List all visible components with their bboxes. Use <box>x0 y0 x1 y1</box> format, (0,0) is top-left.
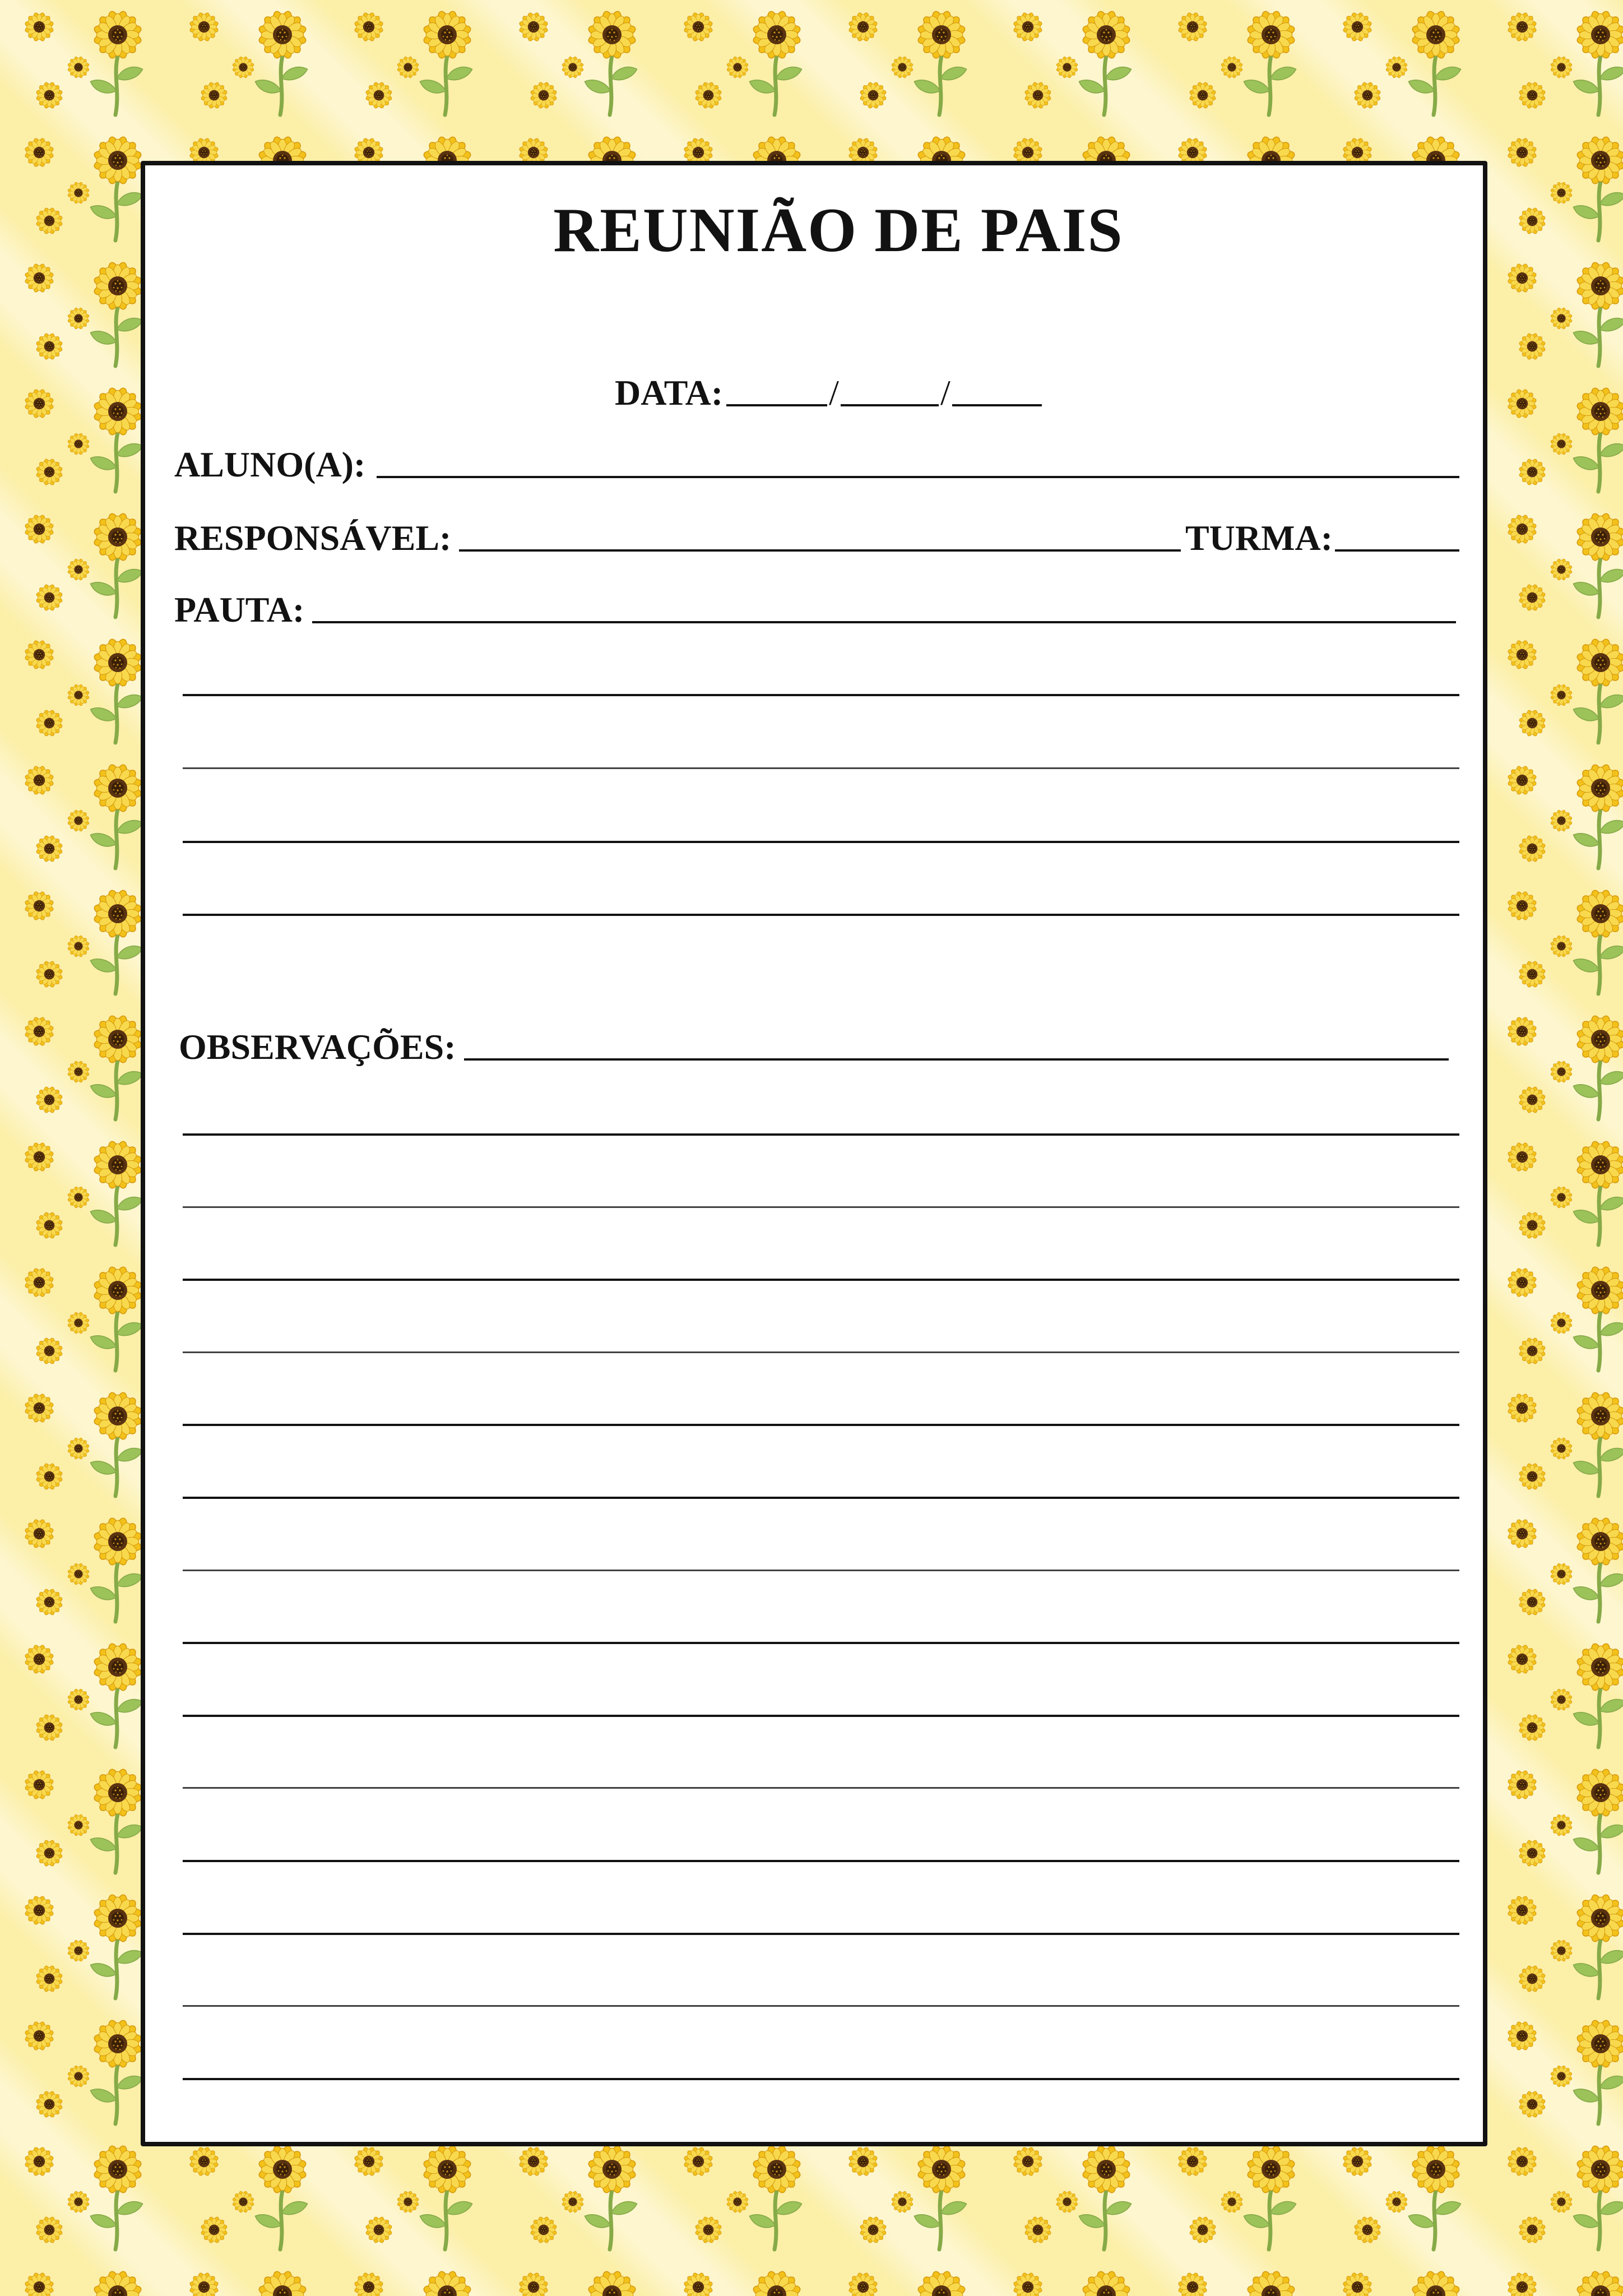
observations-field <box>179 1029 1449 1065</box>
observation-line <box>183 1860 1459 1862</box>
observation-line <box>183 1570 1459 1571</box>
form-title: REUNIÃO DE PAIS <box>553 196 1124 265</box>
year-blank <box>952 404 1042 406</box>
observation-line <box>183 1133 1459 1136</box>
observation-line <box>183 1424 1459 1426</box>
student-field <box>174 447 1459 483</box>
agenda-line <box>183 767 1459 769</box>
date-separator: / <box>829 373 839 413</box>
observation-line <box>183 1787 1459 1789</box>
observation-line <box>183 1351 1459 1353</box>
date-field <box>615 375 1042 411</box>
observation-line <box>183 1715 1459 1717</box>
day-blank <box>726 404 827 406</box>
observation-line <box>183 2005 1459 2007</box>
observation-line <box>183 1933 1459 1935</box>
observation-line <box>183 1206 1459 1208</box>
form-panel <box>141 161 1487 2146</box>
agenda-line <box>183 694 1459 696</box>
agenda-fill-line <box>312 621 1456 623</box>
observation-line <box>183 2078 1459 2080</box>
date-label: DATA: <box>615 373 724 413</box>
class-label: TURMA: <box>1185 518 1333 558</box>
guardian-fill-line <box>459 549 1181 552</box>
observation-line <box>183 1497 1459 1499</box>
observations-label: OBSERVAÇÕES: <box>179 1027 456 1067</box>
student-fill-line <box>377 476 1459 478</box>
student-label: ALUNO(A): <box>174 445 366 484</box>
agenda-line <box>183 914 1459 916</box>
guardian-field <box>174 520 1459 556</box>
observations-fill-line <box>464 1058 1449 1061</box>
class-fill-line <box>1335 549 1459 552</box>
agenda-field <box>174 592 1456 628</box>
agenda-line <box>183 841 1459 843</box>
guardian-label: RESPONSÁVEL: <box>174 518 452 558</box>
observation-line <box>183 1642 1459 1644</box>
agenda-label: PAUTA: <box>174 590 305 629</box>
date-separator: / <box>940 373 950 413</box>
observation-line <box>183 1279 1459 1281</box>
month-blank <box>841 404 939 406</box>
